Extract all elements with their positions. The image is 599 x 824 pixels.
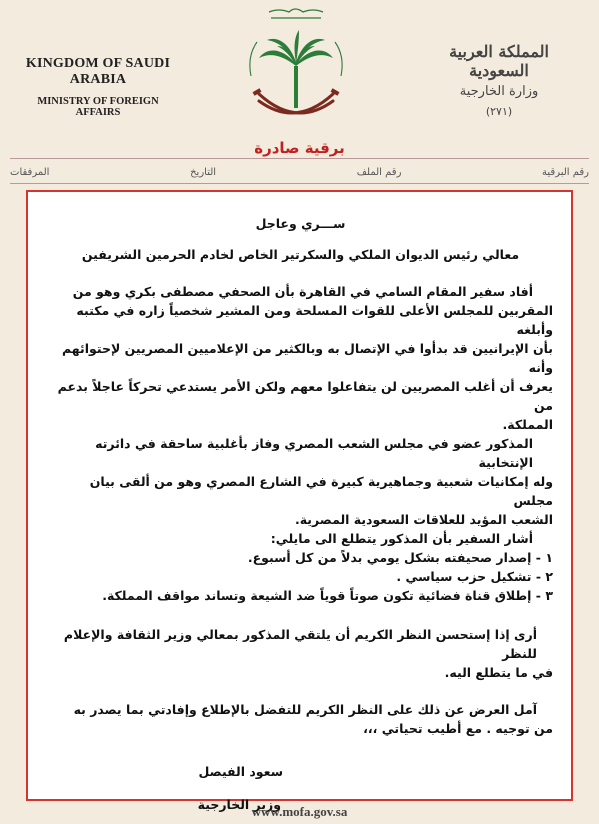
document-type-title: برقية صادرة <box>254 139 345 157</box>
paragraph-line: من توجيه . مع أطيب تحياتي ،،، <box>363 721 553 736</box>
paragraph-4 <box>48 625 553 682</box>
ministry-name-ar: وزارة الخارجية <box>459 84 539 99</box>
meta-divider <box>10 183 589 184</box>
paragraph-line: في ما يتطلع اليه. <box>444 665 553 680</box>
paragraph-line: يعرف أن أغلب المصريين لن يتفاعلوا معهم ولكن الأمر يستدعي تحركاً عاجلاً بدعم من <box>57 379 553 413</box>
ministry-name-en: MINISTRY OF FOREIGN AFFAIRS <box>37 96 159 118</box>
paragraph-3 <box>48 529 553 605</box>
paragraph-line: الشعب المؤيد للعلاقات السعودية المصرية. <box>294 512 553 527</box>
paragraph-line: المقربين للمجلس الأعلى للقوات المسلحة ومن المشير شخصياً زاره في مكتبه وأبلغه <box>76 303 553 337</box>
letterhead-arabic <box>419 42 579 118</box>
paragraph-line: المملكة. <box>502 417 553 432</box>
letterhead-english <box>18 56 178 118</box>
list-item: ٣ - إطلاق قناة فضائية تكون صوتاً قوياً ضد الشيعة وتساند مواقف المملكة. <box>102 588 553 603</box>
paragraph-line: المذكور عضو في مجلس الشعب المصري وفاز بأغلبية ساحقة في دائرته الإنتخابية <box>95 436 533 470</box>
telegram-number-label: رقم البرقية <box>542 167 589 178</box>
footer-website: www.mofa.gov.sa <box>251 804 348 819</box>
document-number: (٢٧١) <box>485 105 513 118</box>
attachments-label: المرفقات <box>10 167 50 178</box>
header-divider <box>10 158 589 159</box>
classification: ســـري وعاجل <box>255 216 346 231</box>
paragraph-intro: أشار السفير بأن المذكور يتطلع الى مايلي: <box>270 531 533 546</box>
kingdom-name-ar: المملكة العربية السعودية <box>449 42 549 80</box>
file-number-label: رقم الملف <box>356 167 402 178</box>
paragraph-line: أرى إذا إستحسن النظر الكريم أن يلتقي المذكور بمعالي وزير الثقافة والإعلام للنظر <box>63 627 537 661</box>
paragraph-line: بأن الإيرانيين قد بدأوا في الإتصال به وبالكثير من الإعلاميين المصريين لإحتوائهم وأنه <box>61 341 553 375</box>
paragraph-line: وله إمكانيات شعبية وجماهيرية كبيرة في الشارع المصري وهو من ألقى بيان مجلس <box>89 474 553 508</box>
signatory-name: سعود الفيصل <box>198 764 283 779</box>
saudi-emblem-icon <box>241 6 351 136</box>
addressee: معالي رئيس الديوان الملكي والسكرتير الخاص لخادم الحرمين الشريفين <box>81 247 520 262</box>
paragraph-5 <box>48 700 553 738</box>
kingdom-name-en: KINGDOM OF SAUDI ARABIA <box>25 56 171 87</box>
paragraph-2 <box>48 434 553 529</box>
paragraph-1 <box>48 282 553 434</box>
letter-body <box>48 214 553 814</box>
paragraph-line: أفاد سفير المقام السامي في القاهرة بأن الصحفي مصطفى بكري وهو من <box>72 284 533 299</box>
list-item: ٢ - تشكيل حزب سياسي . <box>396 569 553 584</box>
meta-row <box>10 167 589 178</box>
paragraph-line: آمل العرض عن ذلك على النظر الكريم للتفضل بالإطلاع وإفادتي بما يصدر به <box>73 702 537 717</box>
list-item: ١ - إصدار صحيفته بشكل يومي بدلاً من كل أسبوع. <box>247 550 553 565</box>
signatory-title: وزير الخارجية <box>197 797 281 812</box>
date-label: التاريخ <box>190 167 217 178</box>
